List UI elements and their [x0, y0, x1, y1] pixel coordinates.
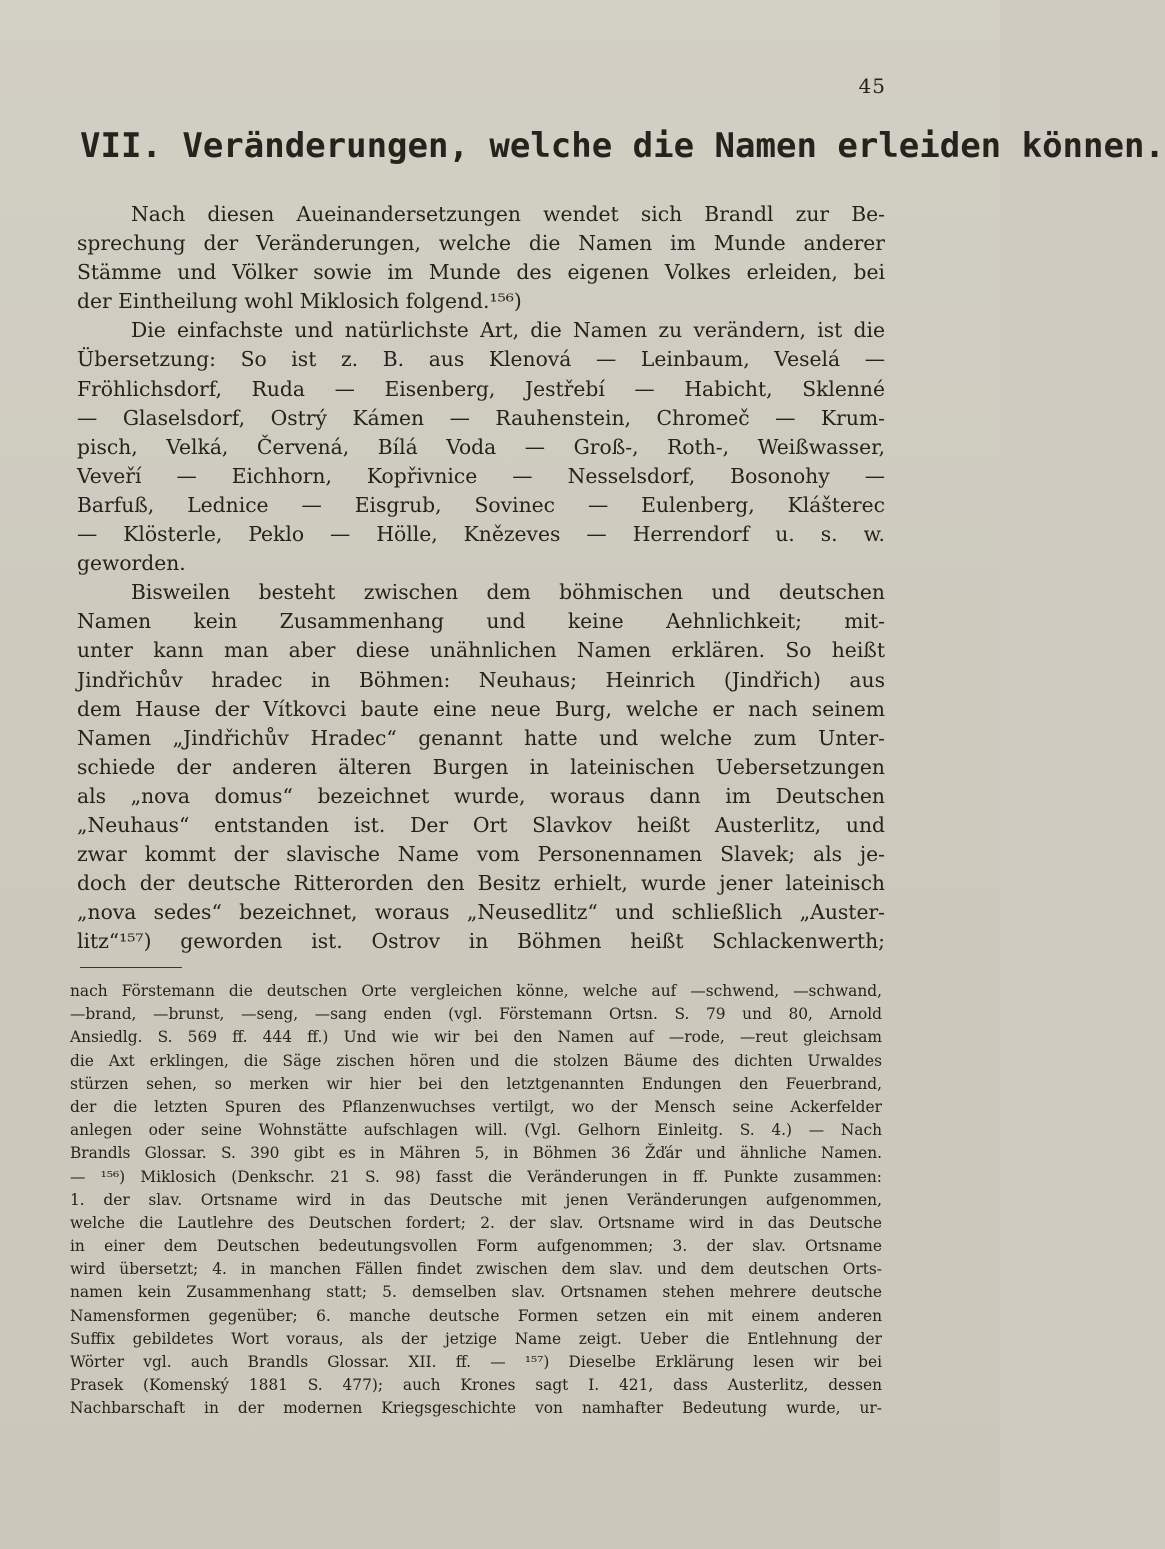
footnote-line: —brand, —brunst, —seng, —sang enden (vgl. Förstemann Ortsn. S. 79 und 80, Arnold: [70, 1005, 882, 1024]
footnote-line: in einer dem Deutschen bedeutungsvollen Form aufgenommen; 3. der slav. Ortsname: [70, 1237, 882, 1256]
footnote-line: stürzen sehen, so merken wir hier bei den letztgenannten Endungen den Feuerbrand,: [70, 1074, 882, 1093]
footnote-line: der die letzten Spuren des Pflanzenwuchses vertilgt, wo der Mensch seine Ackerfelder: [70, 1097, 882, 1116]
body-line: litz“¹⁵⁷) geworden ist. Ostrov in Böhmen heißt Schlackenwerth;: [77, 929, 885, 954]
body-line: „nova sedes“ bezeichnet, woraus „Neusedlitz“ und schließlich „Auster-: [77, 900, 885, 925]
body-line: dem Hause der Vítkovci baute eine neue Burg, welche er nach seinem: [77, 696, 885, 721]
body-line: der Eintheilung wohl Miklosich folgend.¹⁵⁶): [77, 289, 522, 314]
body-line: Die einfachste und natürlichste Art, die Namen zu verändern, ist die: [131, 318, 885, 343]
footnote-line: die Axt erklingen, die Säge zischen hören und die stolzen Bäume des dichten Urwaldes: [70, 1051, 882, 1070]
body-line: Veveří — Eichhorn, Kopřivnice — Nesselsdorf, Bosonohy —: [77, 463, 885, 488]
body-line: pisch, Velká, Červená, Bílá Voda — Groß-, Roth-, Weißwasser,: [77, 434, 885, 459]
body-text: [77, 200, 885, 956]
body-line: — Klösterle, Peklo — Hölle, Knězeves — Herrendorf u. s. w.: [77, 522, 885, 547]
footnote-line: welche die Lautlehre des Deutschen fordert; 2. der slav. Ortsname wird in das Deutsche: [70, 1213, 882, 1232]
body-line: — Glaselsdorf, Ostrý Kámen — Rauhenstein, Chromeč — Krum-: [77, 405, 885, 430]
body-line: „Neuhaus“ entstanden ist. Der Ort Slavkov heißt Austerlitz, und: [77, 812, 885, 837]
body-line: geworden.: [77, 551, 186, 576]
body-line: Fröhlichsdorf, Ruda — Eisenberg, Jestřebí — Habicht, Sklenné: [77, 376, 885, 401]
footnote-line: Namensformen gegenüber; 6. manche deutsche Formen setzen ein mit einem anderen: [70, 1306, 882, 1325]
body-line: sprechung der Veränderungen, welche die Namen im Munde anderer: [77, 231, 885, 256]
body-line: Bisweilen besteht zwischen dem böhmischen und deutschen: [131, 580, 885, 605]
body-line: als „nova domus“ bezeichnet wurde, woraus dann im Deutschen: [77, 783, 885, 808]
footnote-line: Wörter vgl. auch Brandls Glossar. XII. ff. — ¹⁵⁷) Dieselbe Erklärung lesen wir bei: [70, 1353, 882, 1371]
footnote-line: namen kein Zusammenhang statt; 5. demselben slav. Ortsnamen stehen mehrere deutsche: [70, 1283, 882, 1302]
body-line: Jindřichův hradec in Böhmen: Neuhaus; Heinrich (Jindřich) aus: [77, 667, 885, 692]
body-line: unter kann man aber diese unähnlichen Namen erklären. So heißt: [77, 638, 885, 663]
footnote-divider: [80, 967, 182, 968]
footnote-line: Nachbarschaft in der modernen Kriegsgeschichte von namhafter Bedeutung wurde, ur-: [70, 1399, 882, 1418]
footnote-line: wird übersetzt; 4. in manchen Fällen findet zwischen dem slav. und dem deutschen Orts-: [70, 1260, 882, 1279]
chapter-title: VII. Veränderungen, welche die Namen erleiden können.: [80, 126, 1165, 166]
footnote-line: Brandls Glossar. S. 390 gibt es in Mähren 5, in Böhmen 36 Žďár und ähnliche Namen.: [70, 1144, 882, 1163]
footnote-line: Suffix gebildetes Wort voraus, als der jetzige Name zeigt. Ueber die Entlehnung der: [70, 1329, 882, 1348]
body-line: doch der deutsche Ritterorden den Besitz erhielt, wurde jener lateinisch: [77, 871, 885, 896]
body-line: Namen „Jindřichův Hradec“ genannt hatte und welche zum Unter-: [77, 725, 885, 750]
footnote-line: — ¹⁵⁶) Miklosich (Denkschr. 21 S. 98) fasst die Veränderungen in ff. Punkte zusammen:: [70, 1167, 882, 1186]
body-line: Übersetzung: So ist z. B. aus Klenová — Leinbaum, Veselá —: [77, 347, 885, 372]
body-line: zwar kommt der slavische Name vom Personennamen Slavek; als je-: [77, 842, 885, 867]
body-line: Barfuß, Lednice — Eisgrub, Sovinec — Eulenberg, Klášterec: [77, 492, 885, 517]
footnote-line: Ansiedlg. S. 569 ff. 444 ff.) Und wie wir bei den Namen auf —rode, —reut gleichsam: [70, 1028, 882, 1047]
footnote-line: anlegen oder seine Wohnstätte aufschlagen will. (Vgl. Gelhorn Einleitg. S. 4.) — Nach: [70, 1121, 882, 1140]
body-line: schiede der anderen älteren Burgen in lateinischen Uebersetzungen: [77, 754, 885, 779]
body-line: Nach diesen Aueinandersetzungen wendet sich Brandl zur Be-: [131, 202, 885, 226]
footnote-line: 1. der slav. Ortsname wird in das Deutsche mit jenen Veränderungen aufgenommen,: [70, 1190, 882, 1209]
footnote-line: Prasek (Komenský 1881 S. 477); auch Krones sagt I. 421, dass Austerlitz, dessen: [70, 1376, 882, 1395]
body-line: Stämme und Völker sowie im Munde des eigenen Volkes erleiden, bei: [77, 260, 885, 285]
footnote-line: nach Förstemann die deutschen Orte vergleichen könne, welche auf —schwend, —schwand,: [70, 982, 882, 1000]
body-line: Namen kein Zusammenhang und keine Aehnlichkeit; mit-: [77, 609, 885, 634]
footnotes: [70, 980, 882, 1421]
page-number: 45: [858, 74, 886, 98]
